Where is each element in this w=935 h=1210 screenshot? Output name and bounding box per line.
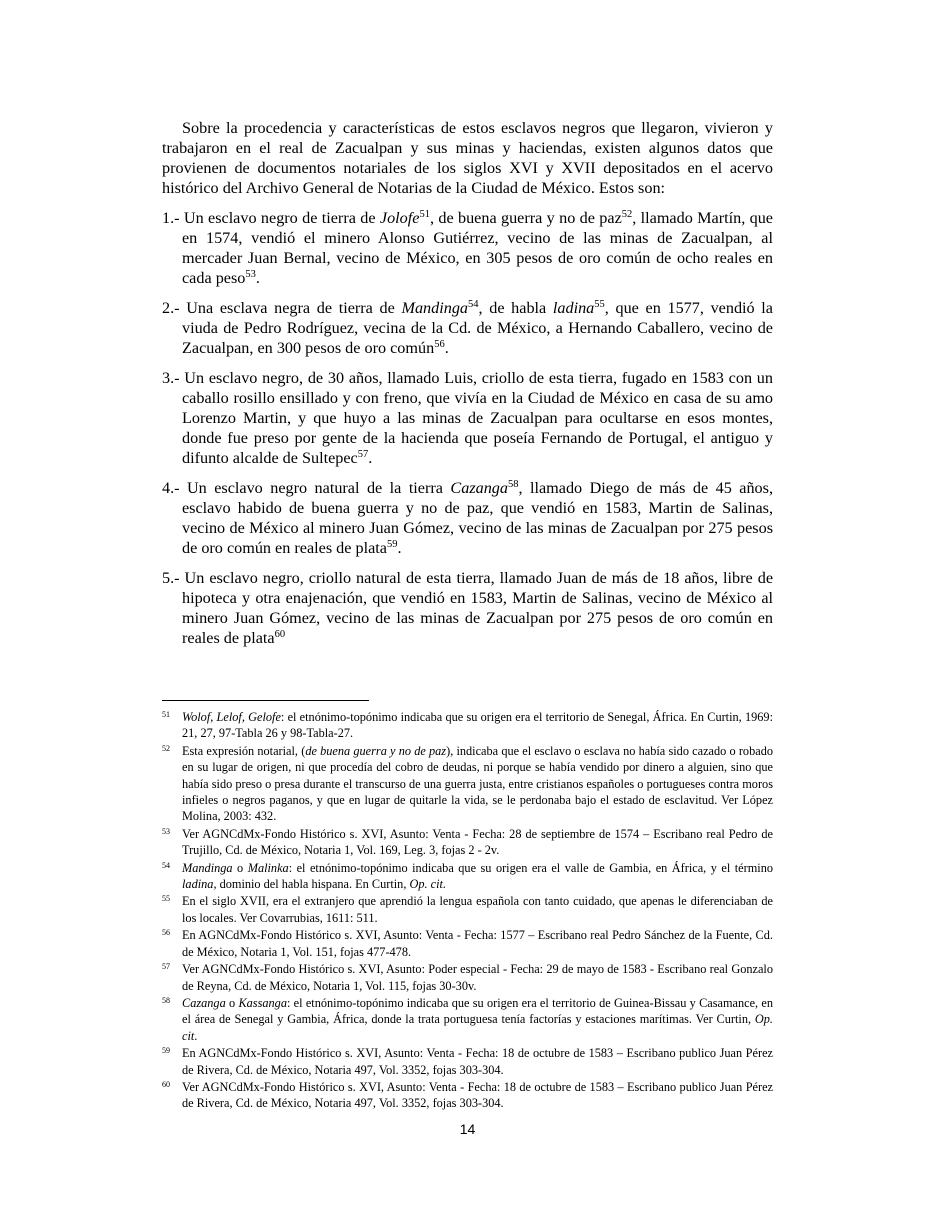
footnote-divider: [162, 700, 369, 701]
footnote-58: [162, 995, 773, 1044]
list-item-1: [162, 208, 773, 288]
item-text: .: [397, 539, 402, 557]
footnote-59: [162, 1045, 773, 1078]
page-number: 14: [459, 1121, 476, 1137]
footnote-number: 57: [162, 962, 170, 972]
footnote-italic: de buena guerra y no de paz: [305, 743, 447, 758]
item-text: 4.- Un esclavo negro natural de la tierra: [162, 479, 451, 497]
footnote-ref[interactable]: 56: [434, 339, 445, 350]
item-text: 5.- Un esclavo negro, criollo natural de esta tierra, llamado Juan de más de 18 años, libre de hipoteca y otra enajenación, que vendió en 1583, Martin de Salinas, vecino de México al minero Juan Gómez, vecino de las minas de Zacualpan por 275 pesos de oro común en reales de plata: [162, 569, 773, 647]
item-text: , de habla: [478, 299, 553, 317]
footnote-52: [162, 743, 773, 825]
footnote-ref[interactable]: 58: [508, 479, 519, 490]
list-item-3: [162, 368, 773, 468]
list-item-2: [162, 298, 773, 358]
footnote-number: 59: [162, 1046, 170, 1056]
item-text: .: [255, 269, 260, 287]
list-item-4: [162, 478, 773, 558]
footnote-segment: o: [232, 860, 248, 875]
item-text: , llamado Martín, que en 1574, vendió el minero Alonso Gutiérrez, vecino de las minas de Zacualpan, al mercader Juan Bernal, vecino de México, en 305 pesos de oro común de ocho reales en cada peso: [182, 209, 773, 287]
footnote-italic: ladina: [182, 877, 214, 892]
footnote-italic: Cazanga: [182, 995, 226, 1010]
footnote-text: [182, 743, 773, 825]
footnote-number: 52: [162, 743, 170, 753]
footnote-segment: ), indicaba que el esclavo o esclava no había sido cazado o robado en su lugar de origen, ni que procedía del cobro de deudas, ni porque se había vendido por dinero a alguien, sino que había sido preso o presa durante el transcurso de una guerra justa, entre cristianos españoles o portugueses contra moros infieles o negros paganos, y que en lugar de quitarle la vida, se le perdonaba bajo el estado de esclavitud. Ver López Molina, 2003: 432.: [182, 743, 773, 824]
footnote-italic: Kassanga: [238, 995, 287, 1010]
footnote-text: En AGNCdMx-Fondo Histórico s. XVI, Asunto: Venta - Fecha: 1577 – Escribano real Pedro Sánchez de la Fuente, Cd. de México, Notaria 1, Vol. 151, fojas 477-478.: [182, 928, 773, 959]
item-italic: ladina: [552, 299, 595, 317]
footnote-italic: Op. cit: [182, 1012, 773, 1043]
footnote-italic: Wolof, Lelof, Gelofe: [182, 710, 281, 724]
footnote-italic: Op. cit.: [409, 877, 447, 892]
footnote-text: [182, 995, 773, 1044]
footnote-number: 53: [162, 826, 170, 836]
footnote-57: [162, 961, 773, 994]
footnote-segment: .: [194, 1028, 198, 1043]
footnote-51: [162, 709, 773, 742]
footnote-53: [162, 826, 773, 859]
item-text: , de buena guerra y no de paz: [429, 209, 622, 227]
footnotes-section: [162, 700, 773, 1113]
item-text: , llamado Diego de más de 45 años, esclavo habido de buena guerra y no de paz, que vendió en 1583, Martin de Salinas, vecino de México al minero Juan Gómez, vecino de las minas de Zacualpan por 275 pesos de oro común en reales de plata: [182, 479, 773, 557]
footnote-number: 54: [162, 860, 170, 870]
footnote-56: [162, 927, 773, 960]
footnote-text: [182, 709, 773, 742]
footnote-ref[interactable]: 54: [468, 299, 479, 310]
footnote-italic: Malinka: [247, 860, 289, 875]
footnote-54: [162, 860, 773, 893]
footnote-ref[interactable]: 60: [274, 629, 286, 640]
footnote-ref[interactable]: 55: [594, 299, 605, 310]
footnote-segment: Esta expresión notarial, (: [182, 743, 306, 758]
footnote-text: En el siglo XVII, era el extranjero que aprendió la lengua española con tanto cuidado, que apenas le diferenciaban de los locales. Ver Covarrubias, 1611: 511.: [182, 894, 773, 925]
footnote-ref[interactable]: 51: [419, 209, 430, 220]
footnote-ref[interactable]: 52: [621, 209, 633, 220]
footnote-number: 56: [162, 928, 170, 938]
footnote-segment: : el etnónimo-topónimo indicaba que su origen era el territorio de Senegal, África. En Curtin, 1969: 21, 27, 97-Tabla 26 y 98-Tabla-27.: [182, 710, 773, 741]
footnote-segment: , dominio del habla hispana. En Curtin,: [213, 877, 410, 892]
footnote-number: 51: [162, 710, 170, 719]
item-italic: Jolofe: [379, 209, 420, 227]
item-text: 2.- Una esclava negra de tierra de: [162, 299, 402, 317]
footnote-segment: : el etnónimo-topónimo indicaba que su origen era el valle de Gambia, en África, y el término: [288, 860, 774, 875]
footnote-segment: : el etnónimo-topónimo indicaba que su origen era el territorio de Guinea-Bissau y Casamance, en el área de Senegal y Gambia, África, donde la trata portuguesa tenía factorías y estaciones marítimas. Ver Curtin,: [182, 995, 774, 1027]
footnote-segment: o: [225, 995, 239, 1010]
footnote-text: Ver AGNCdMx-Fondo Histórico s. XVI, Asunto: Venta - Fecha: 18 de octubre de 1583 – Escribano publico Juan Pérez de Rivera, Cd. de México, Notaria 497, Vol. 3352, fojas 303-304.: [182, 1079, 773, 1111]
footnote-55: [162, 893, 773, 926]
footnote-text: [182, 860, 773, 893]
item-text: , que en 1577, vendió la viuda de Pedro Rodríguez, vecina de la Cd. de México, a Hernando Caballero, vecino de Zacualpan, en 300 pesos de oro común: [182, 299, 773, 357]
footnote-ref[interactable]: 57: [357, 449, 369, 460]
footnote-number: 55: [162, 894, 170, 904]
intro-paragraph: Sobre la procedencia y características de estos esclavos negros que llegaron, vivieron y trabajaron en el real de Zacualpan y sus minas y haciendas, existen algunos datos que provienen de documentos notariales de los siglos XVI y XVII depositados en el acervo histórico del Archivo General de Notarias de la Ciudad de México. Estos son:: [162, 119, 773, 197]
footnote-text: En AGNCdMx-Fondo Histórico s. XVI, Asunto: Venta - Fecha: 18 de octubre de 1583 – Escribano publico Juan Pérez de Rivera, Cd. de México, Notaria 497, Vol. 3352, fojas 303-304.: [182, 1046, 773, 1077]
footnote-ref[interactable]: 59: [386, 539, 398, 550]
footnote-number: 58: [162, 995, 170, 1005]
list-item-5: [162, 568, 773, 648]
item-text: 1.- Un esclavo negro de tierra de: [162, 209, 380, 227]
footnote-60: [162, 1079, 773, 1112]
item-text: .: [444, 339, 449, 357]
item-text: 3.- Un esclavo negro, de 30 años, llamado Luis, criollo de esta tierra, fugado en 1583 con un caballo rosillo ensillado y con freno, que vivía en la Ciudad de México en casa de su amo Lorenzo Martin, y que huyo a las minas de Zacualpan para ocultarse en esos montes, donde fue preso por gente de la hacienda que poseía Fernando de Portugal, el antiguo y difunto alcalde de Sultepec: [162, 369, 773, 467]
footnote-italic: Mandinga: [182, 860, 233, 875]
item-text: .: [368, 449, 373, 467]
item-italic: Cazanga: [450, 479, 508, 497]
item-italic: Mandinga: [401, 299, 469, 317]
footnote-text: Ver AGNCdMx-Fondo Histórico s. XVI, Asunto: Poder especial - Fecha: 29 de mayo de 1583 - Escribano real Gonzalo de Reyna, Cd. de México, Notaria 1, Vol. 115, fojas 30-30v.: [182, 962, 773, 993]
footnote-number: 60: [162, 1079, 170, 1089]
footnote-ref[interactable]: 53: [245, 269, 256, 280]
main-text: [162, 118, 773, 658]
footnote-text: Ver AGNCdMx-Fondo Histórico s. XVI, Asunto: Venta - Fecha: 28 de septiembre de 1574 – Escribano real Pedro de Trujillo, Cd. de México, Notaria 1, Vol. 169, Leg. 3, fojas 2 - 2v.: [182, 826, 773, 858]
